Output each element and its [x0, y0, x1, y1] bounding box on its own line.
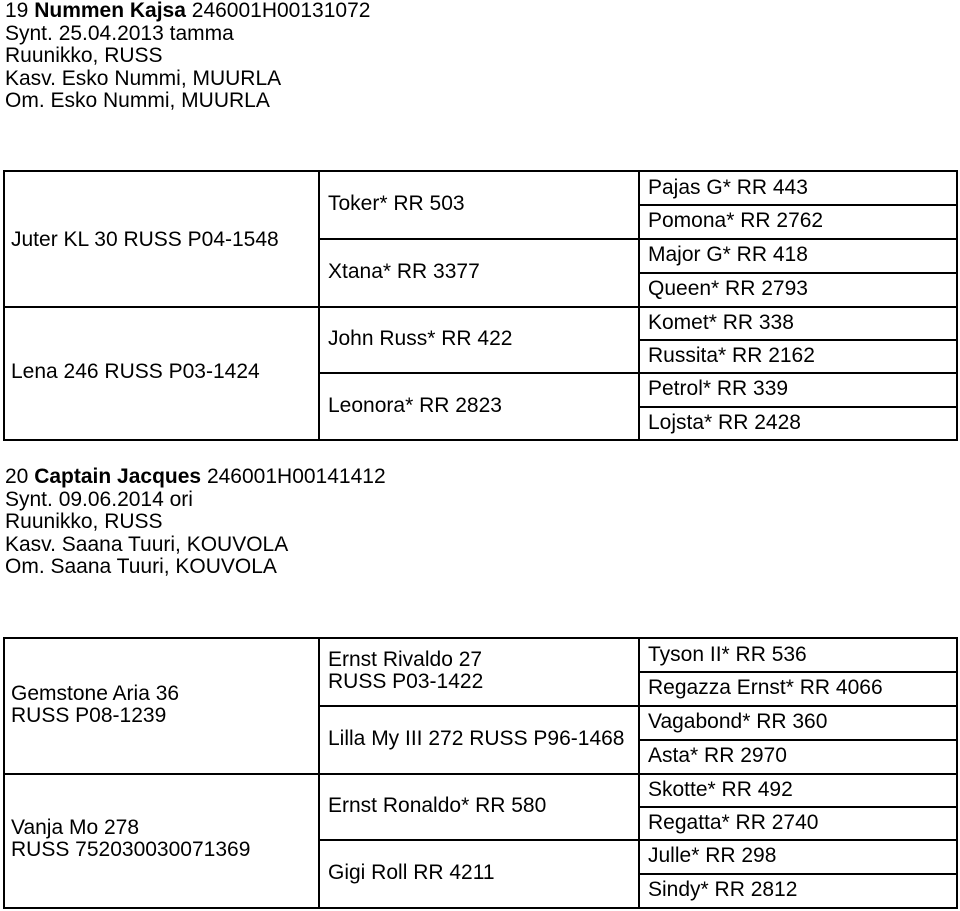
entry-20-dam-dam: Gigi Roll RR 4211 [328, 861, 495, 884]
entry-19-sire-sire: Toker* RR 503 [328, 192, 465, 215]
entry-19-ggp-7: Petrol* RR 339 [648, 377, 789, 400]
entry-19-owner: Om. Esko Nummi, MUURLA [5, 89, 270, 112]
entry-19-ggp-1: Pajas G* RR 443 [648, 176, 808, 199]
entry-19-pedigree-table [3, 170, 958, 441]
entry-20-dam-reg: RUSS 752030030071369 [11, 838, 251, 861]
entry-20-name: Captain Jacques [34, 465, 202, 488]
entry-19-name: Nummen Kajsa [34, 0, 186, 22]
entry-19-breeder: Kasv. Esko Nummi, MUURLA [5, 66, 282, 90]
entry-20-born: Synt. 09.06.2014 ori [5, 487, 193, 511]
entry-19-sire-dam: Xtana* RR 3377 [328, 260, 480, 283]
entry-20-ggp-1: Tyson II* RR 536 [648, 643, 807, 666]
entry-20-dam-name: Vanja Mo 278 [11, 816, 140, 839]
entry-20-ggp-7: Julle* RR 298 [648, 844, 777, 867]
entry-20-color: Ruunikko, RUSS [5, 510, 163, 533]
entry-20-owner: Om. Saana Tuuri, KOUVOLA [5, 555, 277, 578]
entry-20-title-line: 20 Captain Jacques 246001H00141412 [5, 465, 386, 488]
entry-20-dam-sire: Ernst Ronaldo* RR 580 [328, 794, 547, 817]
entry-19-header [5, 0, 370, 113]
entry-19-ggp-3: Major G* RR 418 [648, 243, 808, 266]
entry-20-ggp-4: Asta* RR 2970 [648, 744, 787, 767]
entry-20-sire-name: Gemstone Aria 36 [11, 682, 180, 705]
entry-20-ggp-6: Regatta* RR 2740 [648, 811, 819, 834]
entry-20-sire-dam: Lilla My III 272 RUSS P96-1468 [328, 727, 625, 750]
entry-19-ggp-8: Lojsta* RR 2428 [648, 411, 801, 434]
entry-20-sire-reg: RUSS P08-1239 [11, 704, 167, 727]
entry-19-dam: Lena 246 RUSS P03-1424 [11, 360, 260, 383]
entry-19-ggp-2: Pomona* RR 2762 [648, 209, 824, 232]
entry-19-title-line: 19 Nummen Kajsa 246001H00131072 [5, 0, 371, 22]
entry-19-sire: Juter KL 30 RUSS P04-1548 [11, 228, 279, 251]
entry-20-dam [11, 817, 250, 861]
entry-19-reg: 246001H00131072 [191, 0, 371, 22]
entry-20-pedigree-table [3, 637, 958, 909]
entry-20-sire-sire-name: Ernst Rivaldo 27 [328, 648, 483, 671]
entry-20-reg: 246001H00141412 [206, 465, 386, 488]
entry-20-ggp-2: Regazza Ernst* RR 4066 [648, 676, 883, 699]
entry-20-ggp-8: Sindy* RR 2812 [648, 878, 798, 901]
entry-19-ggp-6: Russita* RR 2162 [648, 344, 815, 367]
entry-20-ggp-5: Skotte* RR 492 [648, 778, 793, 801]
entry-19-born: Synt. 25.04.2013 tamma [5, 21, 234, 45]
entry-20-sire-sire-reg: RUSS P03-1422 [328, 670, 484, 693]
entry-20-header [5, 466, 386, 579]
entry-19-dam-sire: John Russ* RR 422 [328, 327, 513, 350]
entry-20-sire-sire [328, 649, 483, 693]
entry-20-ggp-3: Vagabond* RR 360 [648, 710, 828, 733]
entry-20-sire [11, 683, 179, 727]
entry-19-dam-dam: Leonora* RR 2823 [328, 394, 502, 417]
entry-20-breeder: Kasv. Saana Tuuri, KOUVOLA [5, 532, 289, 556]
entry-19-color: Ruunikko, RUSS [5, 44, 163, 67]
entry-19-ggp-4: Queen* RR 2793 [648, 277, 808, 300]
entry-19-ggp-5: Komet* RR 338 [648, 311, 794, 334]
